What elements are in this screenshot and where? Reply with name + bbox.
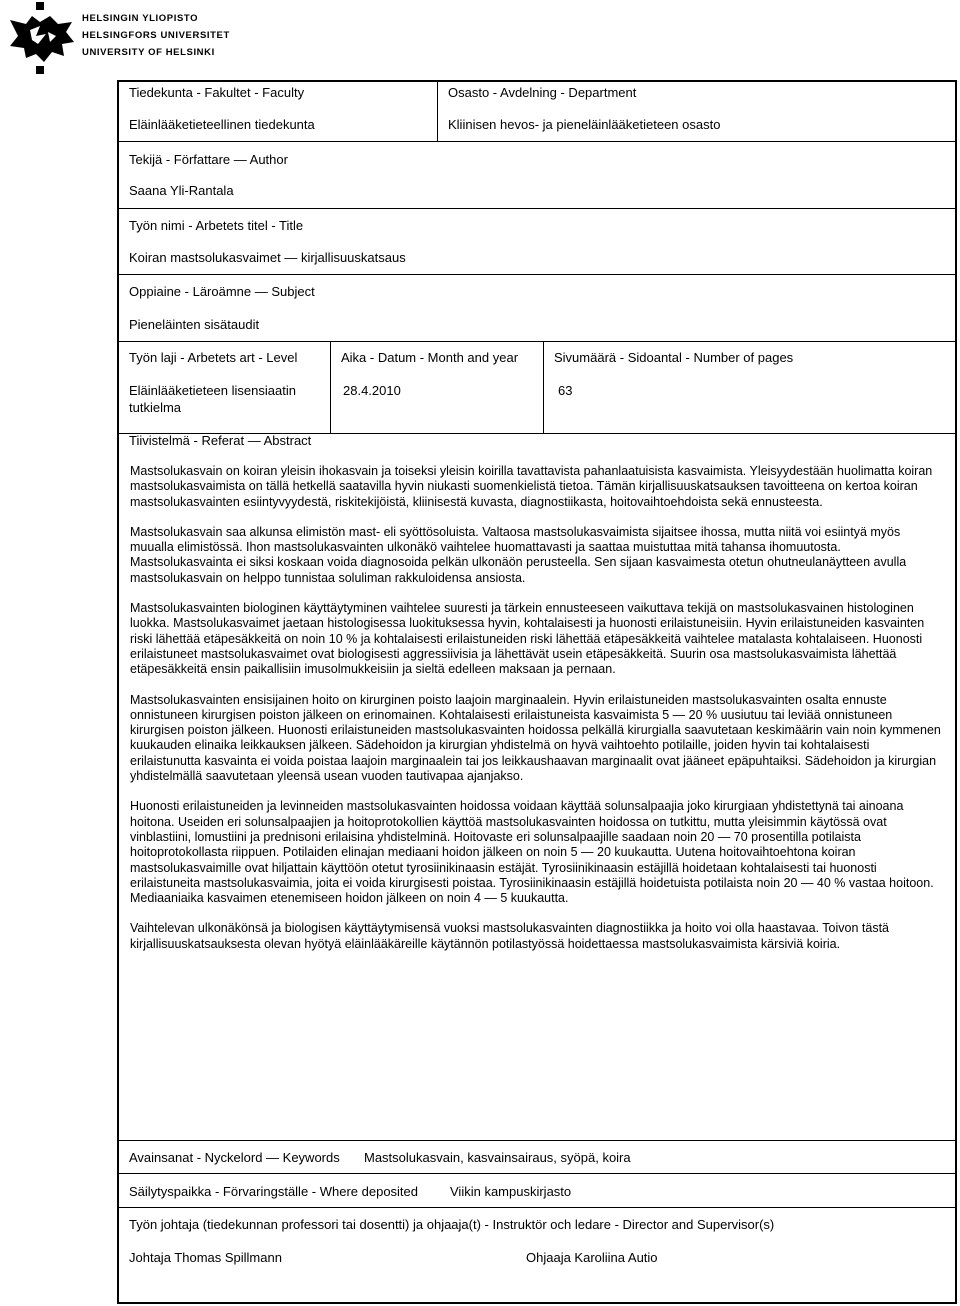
helsinki-university-flame-logo-icon — [6, 2, 76, 74]
faculty-department-divider — [437, 82, 438, 141]
keywords-label: Avainsanat - Nyckelord — Keywords — [129, 1150, 340, 1165]
row-divider — [119, 1140, 955, 1141]
row-divider — [119, 341, 955, 342]
abstract-paragraph: Mastsolukasvainten ensisijainen hoito on kirurginen poisto laajoin marginaalein. Hyvin erilaistuneiden mastsolukasvainten osalta ennuste onnistuneen kirurgisen poiston jälkeen on erinomainen. Kohtalaisesti erilaistuneista kasvaimista 5 — 20 % uusiutuu tai leviää onnistuneen kirurgisen poiston jälkeen. Huonosti erilaistuneiden mastsolukasvainten hoidossa pelkällä kirurgialla saavutetaan keskimäärin vain noin kymmenen kuukauden elinaika leikkauksen jälkeen. Sädehoidon ja kirurgian yhdistelmä on hyvä vaihtoehto potilaille, joiden hyvin tai kohtalaisesti erilaistunutta kasvainta ei voida poistaa laajoin marginaalein tai jos leikkaushaavan marginaalit ovat jääneet epäpuhtaiksi. Sädehoidon ja kirurgian yhdistelmällä saavutetaan yleensä usean vuoden tautivapaa ajanjakso. — [130, 692, 941, 784]
supervisor-name: Ohjaaja Karoliina Autio — [526, 1250, 658, 1265]
abstract-paragraph: Mastsolukasvain saa alkunsa elimistön mast- eli syöttösoluista. Valtaosa mastsolukasvaimista sijaitsee ihossa, mutta niitä voi esiintyä myös muualla elimistössä. Ihon mastsolukasvainten ulkonäkö vaihtelee huomattavasti ja saattaa muistuttaa mitä tahansa ihomuutosta. Mastsolukasvainta ei siksi koskaan voida diagnosoida pelkän ulkonäön perusteella. Sen sijaan kasvaimesta otetun ohutneulanäytteen avulla mastsolukasvain on helppo tunnistaa soluliman rakkuloidensa ansiosta. — [130, 524, 907, 585]
supervisors-label: Työn johtaja (tiedekunnan professori tai dosentti) ja ohjaaja(t) - Instruktör och ledare - Director and Supervisor(s) — [129, 1217, 775, 1232]
abstract-paragraph: Vaihtelevan ulkonäkönsä ja biologisen käyttäytymisensä vuoksi mastsolukasvainten diagnostiikka ja hoito voi olla haastavaa. Toivon tästä kirjallisuuskatsauksesta olevan hyötyä eläinlääkäreille käytännön potilastyössä hoidettaessa mastsolukasvaimista kärsiviä koiria. — [130, 921, 890, 951]
university-name-sv: HELSINGFORS UNIVERSITET — [82, 30, 230, 41]
director-name: Johtaja Thomas Spillmann — [129, 1250, 282, 1265]
date-value: 28.4.2010 — [343, 383, 401, 398]
abstract-paragraph: Mastsolukasvain on koiran yleisin ihokasvain ja toiseksi yleisin koirilla tavattavista pahanlaatuisista kasvaimista. Yleisyydestään huolimatta koiran mastsolukasvaimista on tällä hetkellä saatavilla hyvin niukasti suomenkielistä tietoa. Tämän kirjallisuuskatsauksen tavoitteena on kertoa koiran mastsolukasvainten esiintyvyydestä, riskitekijöistä, kliinisestä kuvasta, diagnostiikasta, hoitovaihtoehdoista sekä ennusteesta. — [130, 464, 933, 509]
author-value: Saana Yli-Rantala — [129, 183, 234, 198]
row-divider — [119, 208, 955, 209]
level-value-line1: Eläinlääketieteen lisensiaatin — [129, 383, 296, 398]
title-value: Koiran mastsolukasvaimet — kirjallisuuskatsaus — [129, 250, 406, 265]
faculty-label: Tiedekunta - Fakultet - Faculty — [129, 85, 305, 100]
subject-value: Pieneläinten sisätaudit — [129, 317, 260, 332]
row-divider — [119, 1173, 955, 1174]
abstract-paragraph: Huonosti erilaistuneiden ja levinneiden mastsolukasvainten hoidossa voidaan käyttää solunsalpaajia joko kirurgiaan yhdistettynä tai ainoana hoitona. Useiden eri solunsalpaajien ja hoitoprotokollien käyttöä mastsolukasvainten hoidossa on tutkittu, mutta yleisimmin käytössä ovat vinblastiini, lomustiini ja prednisoni erilaisina yhdistelminä. Hoitovaste eri solunsalpaajille saadaan noin 20 — 70 prosentilla potilaista hoitoprotokollasta riippuen. Potilaiden elinajan mediaani hoidon jälkeen on noin 5 — 20 kuukautta. Uutena hoitovaihtoehtona koiran mastsolukasvaimille ovat hiljattain käyttöön otetut tyrosiinikinaasin estäjät. Tyrosiinikinaasin estäjillä hoidetaan kohtalaisesti tai huonosti erilaistuneita mastsolukasvaimia, joita ei voida kirurgisesti poistaa. Tyrosiinikinaasin estäjillä hoidetuista potilaista noin 20 — 40 % vastaa hoitoon. Mediaaniaika kasvaimen etenemiseen hoidon jälkeen on noin 4 — 5 kuukautta. — [130, 799, 934, 906]
department-value: Kliinisen hevos- ja pieneläinlääketieteen osasto — [448, 117, 721, 132]
pages-label: Sivumäärä - Sidoantal - Number of pages — [554, 350, 794, 365]
subject-label: Oppiaine - Läroämne — Subject — [129, 284, 315, 299]
thesis-abstract-form — [117, 80, 957, 1304]
level-value-line2: tutkielma — [129, 400, 182, 415]
title-label: Työn nimi - Arbetets titel - Title — [129, 218, 304, 233]
row-divider — [119, 141, 955, 142]
university-name-fi: HELSINGIN YLIOPISTO — [82, 13, 199, 24]
department-label: Osasto - Avdelning - Department — [448, 85, 637, 100]
university-name-en: UNIVERSITY OF HELSINKI — [82, 47, 215, 58]
level-label: Työn laji - Arbetets art - Level — [129, 350, 298, 365]
pages-value: 63 — [558, 383, 573, 398]
faculty-value: Eläinlääketieteellinen tiedekunta — [129, 117, 315, 132]
deposit-label: Säilytyspaikka - Förvaringställe - Where deposited — [129, 1184, 419, 1199]
abstract-paragraph: Mastsolukasvainten biologinen käyttäytyminen vaihtelee suuresti ja tärkein ennusteeseen vaikuttava tekijä on mastsolukasvainen histologinen luokka. Mastsolukasvaimet jaetaan histologisessa luokituksessa hyvin, kohtalaisesti ja huonosti erilaistuneisiin. Hyvin erilaistuneiden kasvainten riski lähettää etäpesäkkeitä on noin 10 % ja kohtalaisesti erilaistuneiden riski lähettää etäpesäkkeitä vaihtelee matalasta kohtalaiseen. Huonosti erilaistuneet mastsolukasvaimet ovat biologisesti aggressiivisia ja lähettävät usein etäpesäkkeitä. Suurin osa mastsolukasvaimista lähettää etäpesäkkeitä ensin paikallisiin imusolmukkeisiin ja sieltä edelleen maksaan ja pernaan. — [130, 601, 925, 677]
abstract-body — [130, 464, 942, 967]
row-divider — [119, 274, 955, 275]
abstract-label: Tiivistelmä - Referat — Abstract — [129, 433, 312, 448]
deposit-value: Viikin kampuskirjasto — [450, 1184, 572, 1199]
university-name — [82, 10, 230, 61]
date-pages-divider — [543, 341, 544, 433]
date-label: Aika - Datum - Month and year — [341, 350, 519, 365]
row-divider — [119, 1207, 955, 1208]
level-date-divider — [330, 341, 331, 433]
keywords-value: Mastsolukasvain, kasvainsairaus, syöpä, koira — [364, 1150, 631, 1165]
author-label: Tekijä - Författare — Author — [129, 152, 288, 167]
